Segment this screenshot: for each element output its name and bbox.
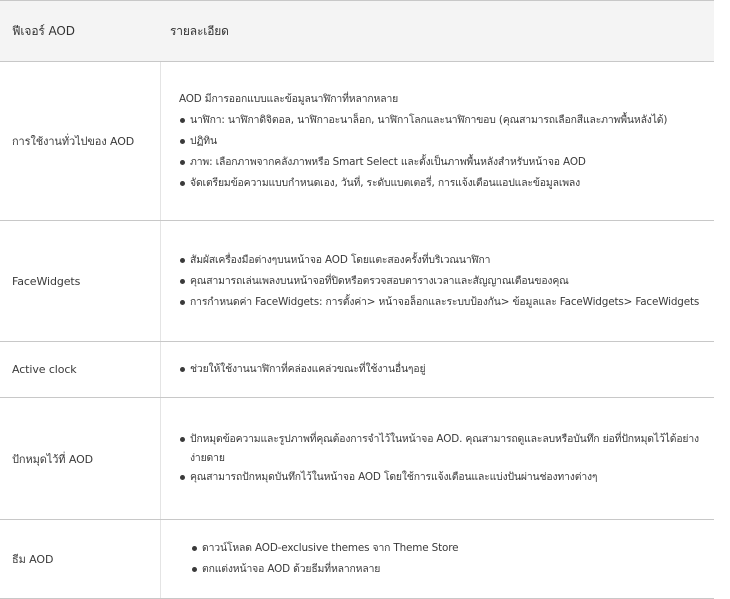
- table-header-row: [0, 1, 714, 62]
- detail-bullet: คุณสามารถเล่นเพลงบนหน้าจอที่ปิดหรือตรวจสอบตารางเวลาและสัญญาณเตือนของคุณ: [179, 271, 704, 292]
- detail-bullet-list: [179, 430, 704, 487]
- feature-detail: [160, 398, 714, 519]
- detail-bullet: ดาวน์โหลด AOD-exclusive themes จาก Theme Store: [191, 538, 704, 559]
- feature-name: ธีม AOD: [12, 553, 54, 566]
- detail-bullet: ภาพ: เลือกภาพจากคลังภาพหรือ Smart Select และตั้งเป็นภาพพื้นหลังสำหรับหน้าจอ AOD: [179, 152, 704, 173]
- detail-bullet: สัมผัสเครื่องมือต่างๆบนหน้าจอ AOD โดยแตะสองครั้งที่บริเวณนาฬิกา: [179, 250, 704, 271]
- detail-bullet: คุณสามารถปักหมุดบันทึกไว้ในหน้าจอ AOD โดยใช้การแจ้งเตือนและแบ่งปันผ่านช่องทางต่างๆ: [179, 468, 704, 487]
- table-row: [0, 520, 714, 599]
- detail-bullet-list: [179, 359, 704, 380]
- feature-detail: [160, 342, 714, 397]
- table-row: [0, 62, 714, 221]
- header-feature: ฟีเจอร์ AOD: [12, 23, 75, 38]
- feature-name: Active clock: [12, 363, 77, 376]
- detail-bullet-list: [179, 110, 704, 194]
- feature-detail: [160, 62, 714, 220]
- detail-bullet: จัดเตรียมข้อความแบบกำหนดเอง, วันที่, ระดับแบตเตอรี่, การแจ้งเตือนแอปและข้อมูลเพลง: [179, 173, 704, 194]
- feature-name: FaceWidgets: [12, 274, 81, 288]
- detail-bullet-list: [179, 250, 704, 313]
- feature-detail: [160, 520, 714, 598]
- detail-bullet-list: [191, 538, 704, 580]
- detail-intro: AOD มีการออกแบบและข้อมูลนาฬิกาที่หลากหลาย: [179, 92, 399, 105]
- detail-bullet: ตกแต่งหน้าจอ AOD ด้วยธีมที่หลากหลาย: [191, 559, 704, 580]
- table-row: [0, 342, 714, 398]
- detail-bullet: ปักหมุดข้อความและรูปภาพที่คุณต้องการจำไว้ในหน้าจอ AOD. คุณสามารถดูและลบหรือบันทึก ย่อที่ปักหมุดไว้ได้อย่างง่ายดาย: [179, 430, 704, 468]
- table-row: [0, 221, 714, 342]
- detail-bullet: ช่วยให้ใช้งานนาฬิกาที่คล่องแคล่วขณะที่ใช้งานอื่นๆอยู่: [179, 359, 704, 380]
- feature-detail: [160, 221, 714, 341]
- feature-name: การใช้งานทั่วไปของ AOD: [12, 135, 135, 148]
- detail-bullet: นาฬิกา: นาฬิกาดิจิตอล, นาฬิกาอะนาล็อก, นาฬิกาโลกและนาฬิกาขอบ (คุณสามารถเลือกสีและภาพพื้นหลังได้): [179, 110, 704, 131]
- detail-bullet: การกำหนดค่า FaceWidgets: การตั้งค่า> หน้าจอล็อกและระบบป้องกัน> ข้อมูลและ FaceWidgets> FaceWidgets: [179, 292, 704, 313]
- header-detail: รายละเอียด: [170, 23, 229, 38]
- table-row: [0, 398, 714, 520]
- feature-name: ปักหมุดไว้ที่ AOD: [12, 452, 94, 466]
- detail-bullet: ปฏิทิน: [179, 131, 704, 152]
